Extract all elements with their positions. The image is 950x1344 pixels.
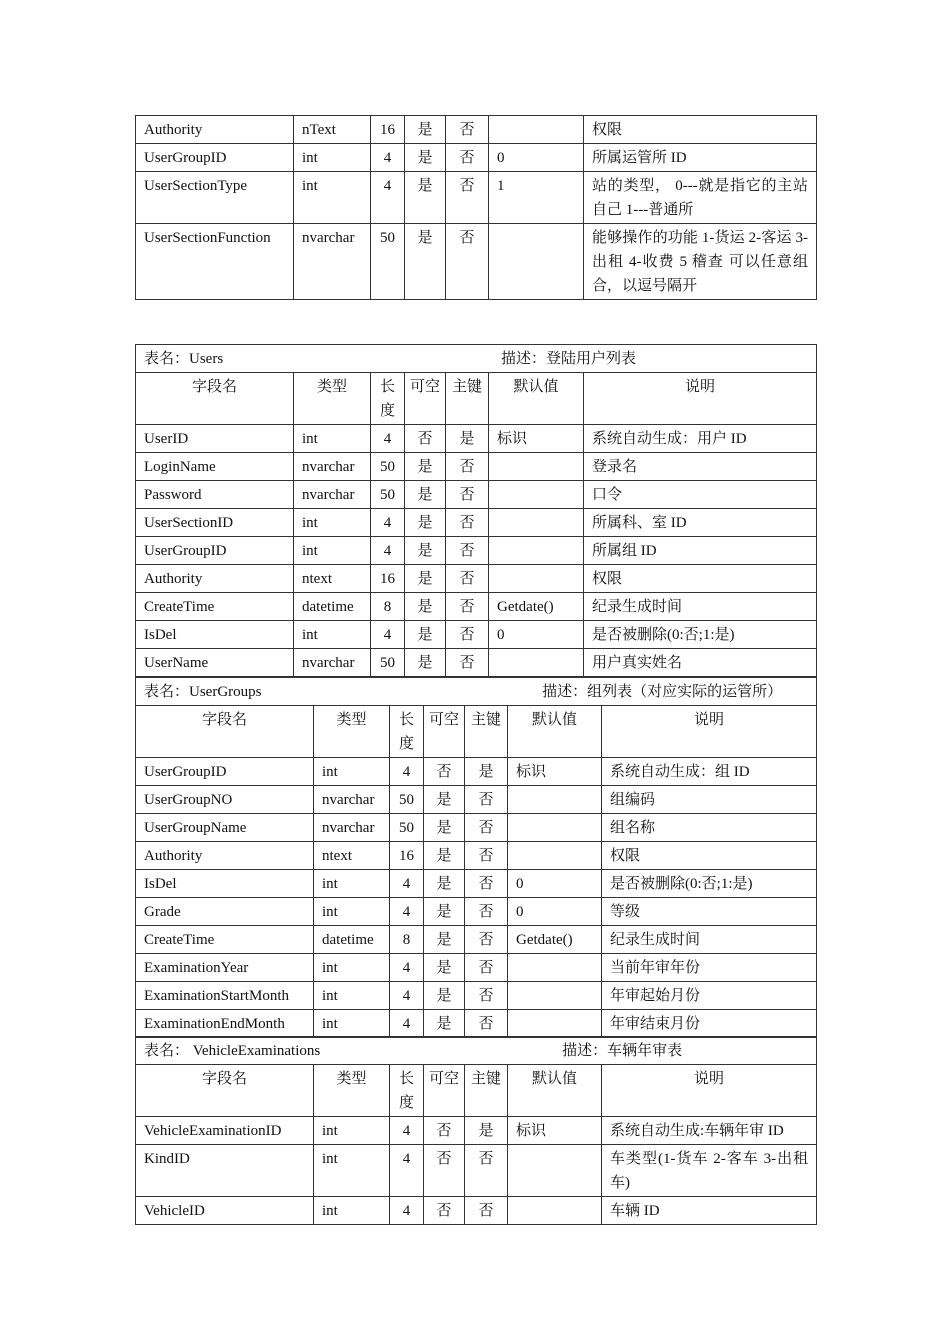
default-cell	[489, 481, 584, 509]
type-cell: int	[294, 144, 371, 172]
description-cell: 口令	[584, 481, 817, 509]
description-cell: 当前年审年份	[602, 954, 817, 982]
primary-key-cell: 否	[465, 1010, 508, 1038]
length-cell: 4	[390, 758, 424, 786]
description-cell: 系统自动生成：用户 ID	[584, 425, 817, 453]
table-caption-row	[136, 345, 817, 373]
description-cell: 所属组 ID	[584, 537, 817, 565]
type-cell: nvarchar	[314, 786, 390, 814]
length-cell: 8	[371, 593, 405, 621]
table-desc-label: 描述：组列表（对应实际的运管所）	[542, 684, 783, 700]
length-cell: 4	[390, 1010, 424, 1038]
field-name-cell: ExaminationYear	[136, 954, 314, 982]
primary-key-cell: 否	[446, 481, 489, 509]
length-cell: 50	[371, 481, 405, 509]
length-cell: 4	[390, 1197, 424, 1225]
table-header-row	[136, 1065, 817, 1117]
nullable-cell: 是	[405, 116, 446, 144]
default-cell: Getdate()	[508, 926, 602, 954]
primary-key-cell: 否	[465, 926, 508, 954]
primary-key-cell: 否	[465, 898, 508, 926]
description-cell: 权限	[584, 565, 817, 593]
type-cell: int	[294, 537, 371, 565]
table-row	[136, 1197, 817, 1225]
column-header: 长度	[371, 373, 405, 425]
table-caption-row	[136, 678, 817, 706]
length-cell: 4	[371, 172, 405, 224]
default-cell	[508, 982, 602, 1010]
primary-key-cell: 否	[446, 537, 489, 565]
column-header: 类型	[294, 373, 371, 425]
table-row	[136, 870, 817, 898]
default-cell: 0	[489, 144, 584, 172]
table-caption	[136, 678, 817, 706]
table-row	[136, 1117, 817, 1145]
default-cell	[489, 453, 584, 481]
primary-key-cell: 是	[446, 425, 489, 453]
primary-key-cell: 否	[465, 954, 508, 982]
table-row	[136, 758, 817, 786]
nullable-cell: 是	[424, 870, 465, 898]
description-cell: 所属运管所 ID	[584, 144, 817, 172]
primary-key-cell: 否	[465, 870, 508, 898]
type-cell: ntext	[294, 565, 371, 593]
default-cell	[508, 1145, 602, 1197]
primary-key-cell: 否	[465, 982, 508, 1010]
default-cell	[508, 814, 602, 842]
field-name-cell: CreateTime	[136, 593, 294, 621]
table-row	[136, 842, 817, 870]
field-name-cell: CreateTime	[136, 926, 314, 954]
table-row	[136, 509, 817, 537]
table-row	[136, 954, 817, 982]
field-name-cell: UserGroupID	[136, 537, 294, 565]
type-cell: int	[314, 898, 390, 926]
field-name-cell: UserName	[136, 649, 294, 677]
length-cell: 16	[371, 565, 405, 593]
nullable-cell: 是	[424, 982, 465, 1010]
default-cell	[489, 116, 584, 144]
type-cell: int	[314, 982, 390, 1010]
description-cell: 纪录生成时间	[584, 593, 817, 621]
default-cell	[508, 786, 602, 814]
field-name-cell: UserGroupName	[136, 814, 314, 842]
type-cell: int	[294, 509, 371, 537]
type-cell: int	[294, 172, 371, 224]
length-cell: 4	[371, 144, 405, 172]
column-header: 主键	[446, 373, 489, 425]
length-cell: 4	[390, 898, 424, 926]
default-cell: 0	[489, 621, 584, 649]
primary-key-cell: 是	[465, 758, 508, 786]
table-row	[136, 593, 817, 621]
nullable-cell: 是	[405, 172, 446, 224]
default-cell	[489, 649, 584, 677]
length-cell: 4	[371, 425, 405, 453]
primary-key-cell: 否	[465, 842, 508, 870]
field-name-cell: Authority	[136, 842, 314, 870]
table-name-label: 表名：UserGroups	[144, 684, 262, 700]
field-name-cell: Grade	[136, 898, 314, 926]
primary-key-cell: 否	[446, 593, 489, 621]
table-row	[136, 224, 817, 300]
type-cell: datetime	[314, 926, 390, 954]
type-cell: int	[314, 1197, 390, 1225]
table-body	[136, 1037, 817, 1225]
nullable-cell: 否	[424, 1117, 465, 1145]
nullable-cell: 是	[424, 786, 465, 814]
nullable-cell: 是	[405, 509, 446, 537]
field-name-cell: UserGroupID	[136, 758, 314, 786]
table-row	[136, 649, 817, 677]
column-header: 说明	[584, 373, 817, 425]
column-header: 可空	[424, 706, 465, 758]
nullable-cell: 是	[424, 898, 465, 926]
field-name-cell: UserID	[136, 425, 294, 453]
table-caption-row	[136, 1037, 817, 1065]
type-cell: ntext	[314, 842, 390, 870]
description-cell: 年审结束月份	[602, 1010, 817, 1038]
length-cell: 50	[371, 224, 405, 300]
column-header: 类型	[314, 706, 390, 758]
length-cell: 4	[371, 537, 405, 565]
column-header: 字段名	[136, 706, 314, 758]
type-cell: int	[314, 954, 390, 982]
nullable-cell: 是	[424, 926, 465, 954]
nullable-cell: 是	[424, 954, 465, 982]
nullable-cell: 否	[424, 1145, 465, 1197]
description-cell: 纪录生成时间	[602, 926, 817, 954]
table-row	[136, 144, 817, 172]
table-row	[136, 1145, 817, 1197]
default-cell: 0	[508, 870, 602, 898]
nullable-cell: 否	[424, 1197, 465, 1225]
description-cell: 站的类型， 0---就是指它的主站自己 1---普通所	[584, 172, 817, 224]
default-cell: 标识	[508, 1117, 602, 1145]
field-name-cell: LoginName	[136, 453, 294, 481]
table-caption	[136, 345, 817, 373]
description-cell: 是否被删除(0:否;1:是)	[584, 621, 817, 649]
length-cell: 50	[390, 814, 424, 842]
description-cell: 登录名	[584, 453, 817, 481]
length-cell: 4	[390, 1145, 424, 1197]
table-row	[136, 481, 817, 509]
length-cell: 4	[390, 870, 424, 898]
type-cell: int	[294, 425, 371, 453]
column-header: 长度	[390, 706, 424, 758]
length-cell: 4	[390, 1117, 424, 1145]
type-cell: nvarchar	[294, 649, 371, 677]
table-continued	[135, 115, 817, 300]
field-name-cell: UserGroupID	[136, 144, 294, 172]
table-row	[136, 453, 817, 481]
table-usergroups	[135, 677, 817, 1038]
field-name-cell: IsDel	[136, 621, 294, 649]
table-name-label: 表名： VehicleExaminations	[144, 1043, 321, 1059]
field-name-cell: IsDel	[136, 870, 314, 898]
length-cell: 50	[371, 649, 405, 677]
table-body	[136, 345, 817, 677]
default-cell: 标识	[489, 425, 584, 453]
primary-key-cell: 否	[446, 144, 489, 172]
nullable-cell: 是	[405, 565, 446, 593]
description-cell: 权限	[584, 116, 817, 144]
column-header: 说明	[602, 1065, 817, 1117]
type-cell: int	[314, 758, 390, 786]
primary-key-cell: 否	[446, 649, 489, 677]
description-cell: 车辆 ID	[602, 1197, 817, 1225]
column-header: 主键	[465, 706, 508, 758]
table-row	[136, 898, 817, 926]
column-header: 主键	[465, 1065, 508, 1117]
primary-key-cell: 否	[465, 1145, 508, 1197]
description-cell: 组名称	[602, 814, 817, 842]
description-cell: 用户真实姓名	[584, 649, 817, 677]
primary-key-cell: 否	[446, 172, 489, 224]
default-cell	[489, 224, 584, 300]
field-name-cell: ExaminationEndMonth	[136, 1010, 314, 1038]
table-vehicleexaminations	[135, 1036, 817, 1225]
column-header: 默认值	[508, 706, 602, 758]
table-users	[135, 344, 817, 677]
field-name-cell: VehicleExaminationID	[136, 1117, 314, 1145]
table-desc-label: 描述：登陆用户列表	[501, 351, 637, 367]
type-cell: nvarchar	[314, 814, 390, 842]
description-cell: 等级	[602, 898, 817, 926]
type-cell: nvarchar	[294, 453, 371, 481]
description-cell: 年审起始月份	[602, 982, 817, 1010]
primary-key-cell: 否	[465, 786, 508, 814]
type-cell: nvarchar	[294, 224, 371, 300]
type-cell: int	[314, 1117, 390, 1145]
table-header-row	[136, 706, 817, 758]
type-cell: int	[314, 1145, 390, 1197]
table-row	[136, 1010, 817, 1038]
default-cell	[508, 954, 602, 982]
type-cell: nText	[294, 116, 371, 144]
length-cell: 50	[390, 786, 424, 814]
table-row	[136, 565, 817, 593]
description-cell: 是否被删除(0:否;1:是)	[602, 870, 817, 898]
primary-key-cell: 否	[446, 116, 489, 144]
default-cell: Getdate()	[489, 593, 584, 621]
primary-key-cell: 否	[446, 565, 489, 593]
table-header-row	[136, 373, 817, 425]
description-cell: 能够操作的功能 1-货运 2-客运 3-出租 4-收费 5 稽查 可以任意组合，以逗号隔开	[584, 224, 817, 300]
description-cell: 系统自动生成:车辆年审 ID	[602, 1117, 817, 1145]
primary-key-cell: 否	[446, 509, 489, 537]
description-cell: 车类型(1-货车 2-客车 3-出租车)	[602, 1145, 817, 1197]
primary-key-cell: 否	[446, 224, 489, 300]
nullable-cell: 是	[424, 1010, 465, 1038]
primary-key-cell: 是	[465, 1117, 508, 1145]
table-row	[136, 982, 817, 1010]
field-name-cell: Password	[136, 481, 294, 509]
default-cell: 0	[508, 898, 602, 926]
length-cell: 16	[390, 842, 424, 870]
default-cell	[489, 537, 584, 565]
column-header: 类型	[314, 1065, 390, 1117]
table-row	[136, 116, 817, 144]
description-cell: 权限	[602, 842, 817, 870]
type-cell: nvarchar	[294, 481, 371, 509]
nullable-cell: 是	[405, 537, 446, 565]
nullable-cell: 否	[405, 425, 446, 453]
length-cell: 16	[371, 116, 405, 144]
field-name-cell: UserGroupNO	[136, 786, 314, 814]
column-header: 可空	[424, 1065, 465, 1117]
field-name-cell: UserSectionType	[136, 172, 294, 224]
description-cell: 系统自动生成：组 ID	[602, 758, 817, 786]
column-header: 可空	[405, 373, 446, 425]
column-header: 字段名	[136, 1065, 314, 1117]
table-name-label: 表名：Users	[144, 351, 224, 367]
length-cell: 4	[371, 509, 405, 537]
description-cell: 所属科、室 ID	[584, 509, 817, 537]
nullable-cell: 是	[405, 453, 446, 481]
nullable-cell: 是	[424, 842, 465, 870]
length-cell: 4	[390, 982, 424, 1010]
nullable-cell: 是	[405, 649, 446, 677]
default-cell	[508, 842, 602, 870]
column-header: 默认值	[508, 1065, 602, 1117]
table-row	[136, 926, 817, 954]
default-cell: 1	[489, 172, 584, 224]
column-header: 长度	[390, 1065, 424, 1117]
length-cell: 8	[390, 926, 424, 954]
field-name-cell: Authority	[136, 565, 294, 593]
default-cell	[508, 1197, 602, 1225]
table-row	[136, 172, 817, 224]
nullable-cell: 是	[405, 224, 446, 300]
column-header: 默认值	[489, 373, 584, 425]
nullable-cell: 是	[424, 814, 465, 842]
primary-key-cell: 否	[465, 1197, 508, 1225]
table-row	[136, 786, 817, 814]
type-cell: int	[294, 621, 371, 649]
table-desc-label: 描述：车辆年审表	[562, 1043, 683, 1059]
nullable-cell: 是	[405, 144, 446, 172]
length-cell: 4	[371, 621, 405, 649]
length-cell: 4	[390, 954, 424, 982]
type-cell: int	[314, 870, 390, 898]
nullable-cell: 否	[424, 758, 465, 786]
field-name-cell: ExaminationStartMonth	[136, 982, 314, 1010]
nullable-cell: 是	[405, 481, 446, 509]
table-caption	[136, 1037, 817, 1065]
length-cell: 50	[371, 453, 405, 481]
default-cell: 标识	[508, 758, 602, 786]
default-cell	[508, 1010, 602, 1038]
primary-key-cell: 否	[446, 621, 489, 649]
field-name-cell: VehicleID	[136, 1197, 314, 1225]
table-row	[136, 425, 817, 453]
field-name-cell: Authority	[136, 116, 294, 144]
description-cell: 组编码	[602, 786, 817, 814]
nullable-cell: 是	[405, 621, 446, 649]
field-name-cell: KindID	[136, 1145, 314, 1197]
field-name-cell: UserSectionFunction	[136, 224, 294, 300]
primary-key-cell: 否	[465, 814, 508, 842]
type-cell: int	[314, 1010, 390, 1038]
table-row	[136, 537, 817, 565]
table-body	[136, 116, 817, 300]
primary-key-cell: 否	[446, 453, 489, 481]
column-header: 字段名	[136, 373, 294, 425]
default-cell	[489, 509, 584, 537]
default-cell	[489, 565, 584, 593]
field-name-cell: UserSectionID	[136, 509, 294, 537]
table-body	[136, 678, 817, 1038]
column-header: 说明	[602, 706, 817, 758]
type-cell: datetime	[294, 593, 371, 621]
nullable-cell: 是	[405, 593, 446, 621]
table-row	[136, 814, 817, 842]
table-row	[136, 621, 817, 649]
